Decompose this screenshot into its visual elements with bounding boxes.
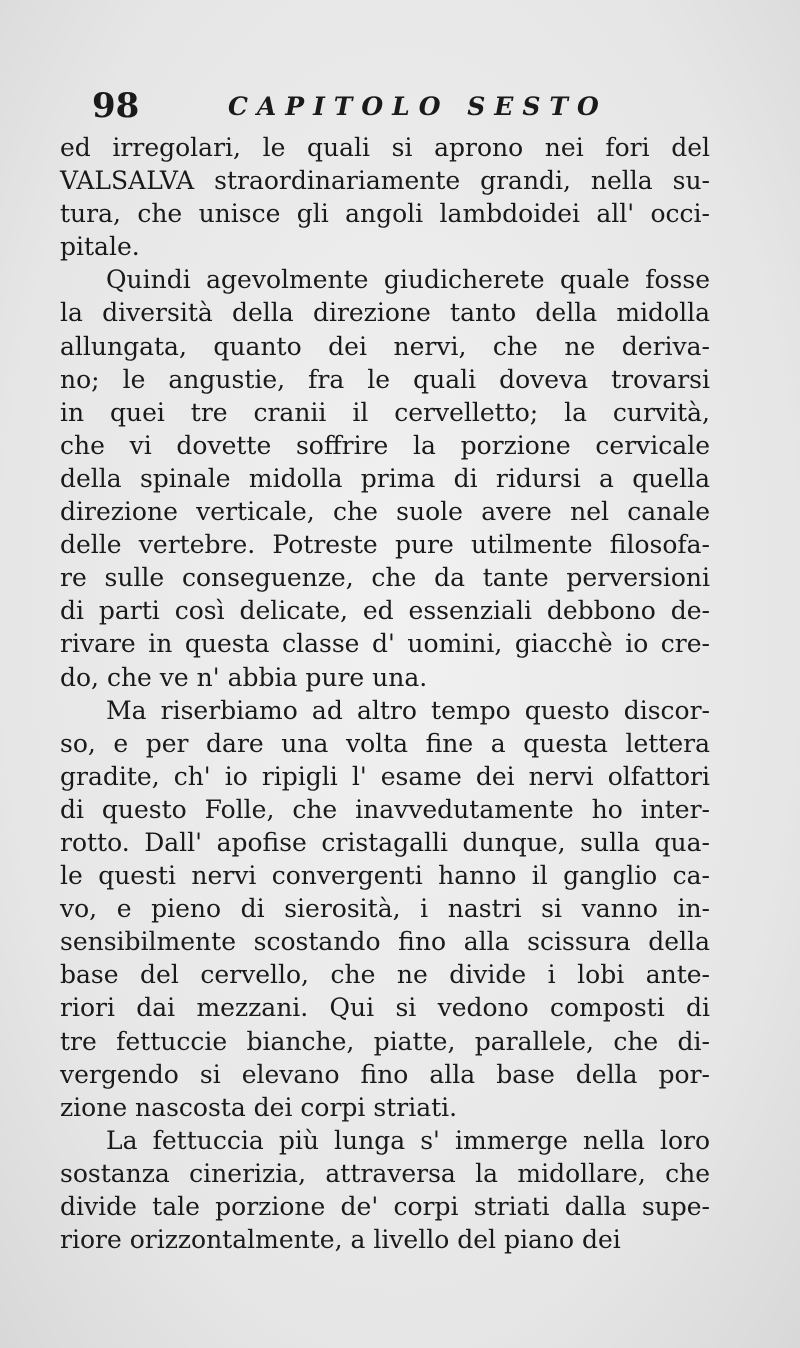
text-line: pitale. bbox=[60, 232, 140, 262]
paragraph bbox=[60, 131, 710, 263]
text-line: vergendo si elevano fino alla base della por- bbox=[60, 1059, 710, 1089]
text-line: divide tale porzione de' corpi striati dalla supe- bbox=[60, 1192, 710, 1221]
text-line: tura, che unisce gli angoli lambdoidei all' occi- bbox=[60, 199, 710, 229]
running-title: CAPITOLO SESTO bbox=[228, 92, 608, 121]
paragraph bbox=[60, 694, 710, 1124]
text-line: base del cervello, che ne divide i lobi ante- bbox=[60, 960, 710, 990]
paragraph bbox=[60, 263, 710, 693]
body-text bbox=[60, 131, 710, 1256]
text-line: allungata, quanto dei nervi, che ne deriva- bbox=[60, 331, 710, 361]
page-number: 98 bbox=[92, 86, 140, 126]
text-line: in quei tre cranii il cervelletto; la curvità, bbox=[60, 397, 710, 427]
text-line: rivare in questa classe d' uomini, giacchè io cre- bbox=[60, 629, 710, 659]
text-line: vo, e pieno di sierosità, i nastri si vanno in- bbox=[60, 894, 710, 924]
text-line: tre fettuccie bianche, piatte, parallele, che di- bbox=[60, 1026, 710, 1056]
text-line: delle vertebre. Potreste pure utilmente filosofa- bbox=[60, 530, 710, 560]
text-line: che vi dovette soffrire la porzione cervicale bbox=[60, 430, 710, 460]
paragraph bbox=[60, 1124, 710, 1256]
text-line: sensibilmente scostando fino alla scissura della bbox=[60, 927, 710, 957]
text-line: VALSALVA straordinariamente grandi, nella su- bbox=[60, 166, 710, 196]
text-line: rotto. Dall' apofise cristagalli dunque, sulla qua- bbox=[60, 827, 710, 857]
text-line: le questi nervi convergenti hanno il ganglio ca- bbox=[60, 861, 710, 891]
text-line: so, e per dare una volta fine a questa lettera bbox=[60, 728, 710, 758]
text-line: direzione verticale, che suole avere nel canale bbox=[60, 497, 710, 527]
text-line: della spinale midolla prima di ridursi a quella bbox=[60, 463, 710, 493]
text-line: di questo Folle, che inavvedutamente ho inter- bbox=[60, 794, 710, 824]
text-line: Ma riserbiamo ad altro tempo questo discor- bbox=[106, 695, 710, 725]
text-line: ed irregolari, le quali si aprono nei fori del bbox=[60, 133, 710, 162]
text-line: no; le angustie, fra le quali doveva trovarsi bbox=[60, 364, 710, 394]
text-line: zione nascosta dei corpi striati. bbox=[60, 1092, 458, 1122]
text-line: La fettuccia più lunga s' immerge nella loro bbox=[106, 1125, 710, 1155]
text-line: gradite, ch' io ripigli l' esame dei nervi olfattori bbox=[60, 761, 710, 791]
text-line: do, che ve n' abbia pure una. bbox=[60, 662, 428, 692]
text-line: Quindi agevolmente giudicherete quale fosse bbox=[106, 265, 710, 295]
text-line: di parti così delicate, ed essenziali debbono de- bbox=[60, 596, 710, 626]
text-line: la diversità della direzione tanto della midolla bbox=[60, 298, 710, 328]
text-line: re sulle conseguenze, che da tante perversioni bbox=[60, 563, 710, 593]
page-header bbox=[92, 86, 712, 136]
text-line: riori dai mezzani. Qui si vedono composti di bbox=[60, 993, 710, 1023]
text-line: sostanza cinerizia, attraversa la midollare, che bbox=[60, 1158, 710, 1188]
text-line: riore orizzontalmente, a livello del piano dei bbox=[60, 1225, 621, 1255]
